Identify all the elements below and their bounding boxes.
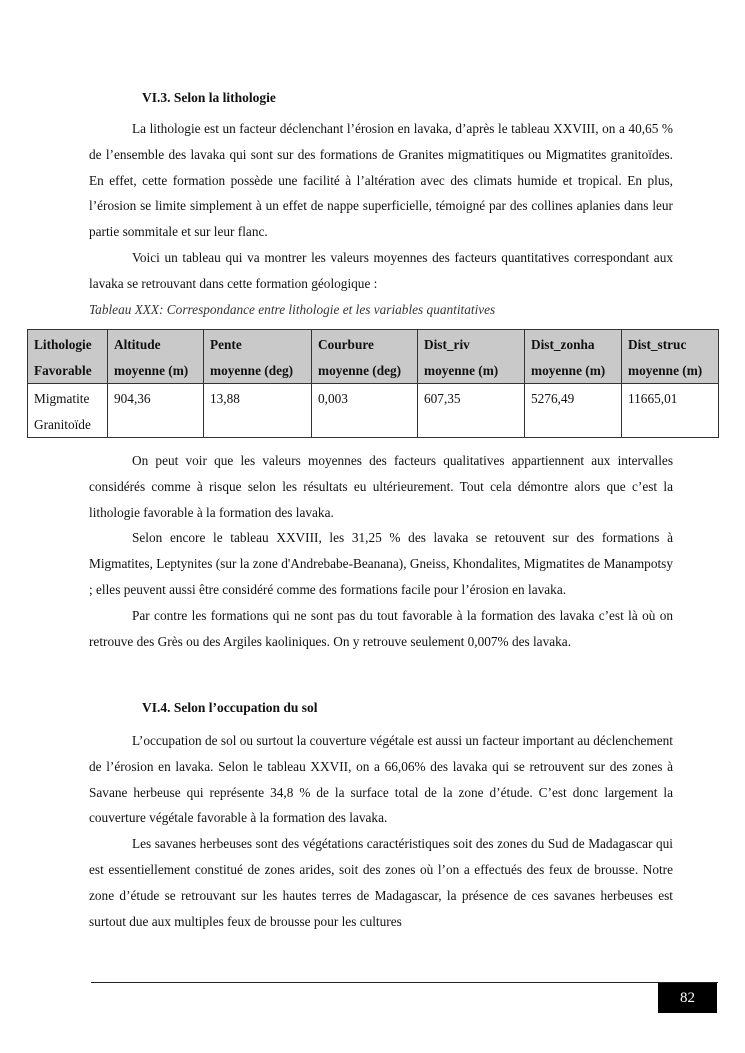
column-header: Dist_zonha moyenne (m) [525,330,622,384]
paragraph: Selon encore le tableau XXVIII, les 31,25 % des lavaka se retouvent sur des formations à Migmatites, Leptynites (sur la zone d'Andrebabe-Beanana), Gneiss, Khondalites, Migmatites de Manampotsy ; elles peuvent aussi être considéré comme des formations facile pour l’érosion en lavaka. [89,530,673,597]
column-header: Courbure moyenne (deg) [312,330,418,384]
table-cell-dist-riv: 607,35 [418,384,525,438]
paragraph: Par contre les formations qui ne sont pas du tout favorable à la formation des lavaka c’est là où on retrouve des Grès ou des Argiles kaoliniques. On y retrouve seulement 0,007% des lavaka. [89,607,673,649]
table-cell-dist-struc: 11665,01 [622,384,719,438]
body-text-occupation-sol [89,728,673,934]
paragraph: L’occupation de sol ou surtout la couverture végétale est aussi un facteur important au déclenchement de l’érosion en lavaka. Selon le tableau XXVII, on a 66,06% des lavaka qui se retrouvent sur des zones à Savane herbeuse qui représente 34,8 % de la surface total de la zone d’étude. C’est donc largement la couverture végétale favorable à la formation des lavaka. [89,733,673,826]
lithology-table [27,329,719,438]
table-cell-dist-zonha: 5276,49 [525,384,622,438]
section-heading-occupation-sol: VI.4. Selon l’occupation du sol [142,700,318,715]
table-cell-pente: 13,88 [204,384,312,438]
body-text-lithologie-intro [89,116,673,297]
paragraph: On peut voir que les valeurs moyennes des facteurs qualitatives appartiennent aux intervalles considérés comme à risque selon les résultats eu ultérieurement. Tout cela démontre alors que c’est la lithologie favorable à la formation des lavaka. [89,453,673,520]
table-cell-altitude: 904,36 [108,384,204,438]
column-header: Pente moyenne (deg) [204,330,312,384]
section-heading-lithologie: VI.3. Selon la lithologie [142,90,276,105]
table-cell-courbure: 0,003 [312,384,418,438]
page-number: 82 [658,983,717,1013]
paragraph: La lithologie est un facteur déclenchant l’érosion en lavaka, d’après le tableau XXVIII, on a 40,65 % de l’ensemble des lavaka qui sont sur des formations de Granites migmatitiques ou Migmatites granitoïdes. En effet, cette formation possède une facilité à l’altération avec des climats humide et tropical. En plus, l’érosion se limite simplement à un effet de nappe superficielle, témoigné par des collines aplanies dans leur partie sommitale et sur leur flanc. [89,121,673,240]
column-header: Altitude moyenne (m) [108,330,204,384]
body-text-lithologie-analysis [89,448,673,654]
table-cell-lithologie: Migmatite Granitoïde [28,384,108,438]
table-header-row [28,330,719,384]
table-caption: Tableau XXX: Correspondance entre lithologie et les variables quantitatives [89,302,496,317]
column-header: Dist_riv moyenne (m) [418,330,525,384]
column-header: Dist_struc moyenne (m) [622,330,719,384]
footer-divider [91,982,718,983]
table-row [28,384,719,438]
column-header: Lithologie Favorable [28,330,108,384]
paragraph: Voici un tableau qui va montrer les valeurs moyennes des facteurs quantitatives correspondant aux lavaka se retrouvant dans cette formation géologique : [89,249,673,291]
paragraph: Les savanes herbeuses sont des végétations caractéristiques soit des zones du Sud de Madagascar qui est essentiellement constitué de zones arides, soit des zones où l’on a effectués des feux de brousse. Notre zone d’étude se retrouvant sur les hautes terres de Madagascar, la présence de ces savanes herbeuses est surtout due aux multiples feux de brousse pour les cultures [89,836,673,929]
